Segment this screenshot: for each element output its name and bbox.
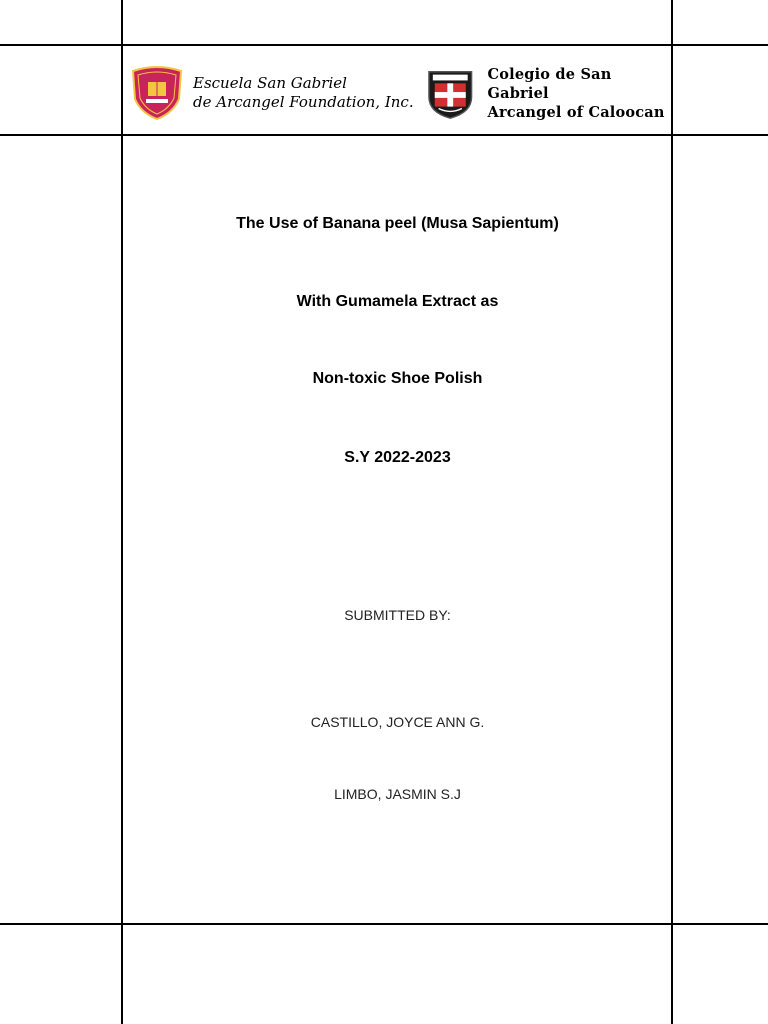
- school-year: S.Y 2022-2023: [344, 449, 451, 466]
- colegio-name-line1: Colegio de San Gabriel: [487, 66, 612, 102]
- top-rule: [0, 44, 768, 46]
- title-line-2: With Gumamela Extract as: [296, 293, 499, 310]
- escuela-name: [193, 74, 414, 112]
- left-margin-rule: [121, 0, 123, 1024]
- colegio-logo-block: [427, 65, 672, 122]
- escuela-logo-block: [129, 65, 414, 121]
- right-margin-rule: [671, 0, 673, 1024]
- title-line-1: The Use of Banana peel (Musa Sapientum): [236, 215, 559, 232]
- bottom-rule: [0, 923, 768, 925]
- title-line-3: Non-toxic Shoe Polish: [312, 370, 483, 387]
- escuela-name-line2: de Arcangel Foundation, Inc.: [193, 93, 414, 111]
- escuela-name-line1: Escuela San Gabriel: [193, 74, 347, 92]
- school-header: [123, 47, 672, 135]
- colegio-name-line2: Arcangel of Caloocan: [487, 104, 665, 121]
- author-1: CASTILLO, JOYCE ANN G.: [310, 714, 485, 730]
- submitted-by-label: SUBMITTED BY:: [344, 607, 451, 623]
- escuela-crest-icon: [129, 65, 185, 121]
- author-2: LIMBO, JASMIN S.J: [334, 786, 461, 802]
- colegio-name: [488, 65, 672, 122]
- colegio-crest-icon: [427, 67, 474, 121]
